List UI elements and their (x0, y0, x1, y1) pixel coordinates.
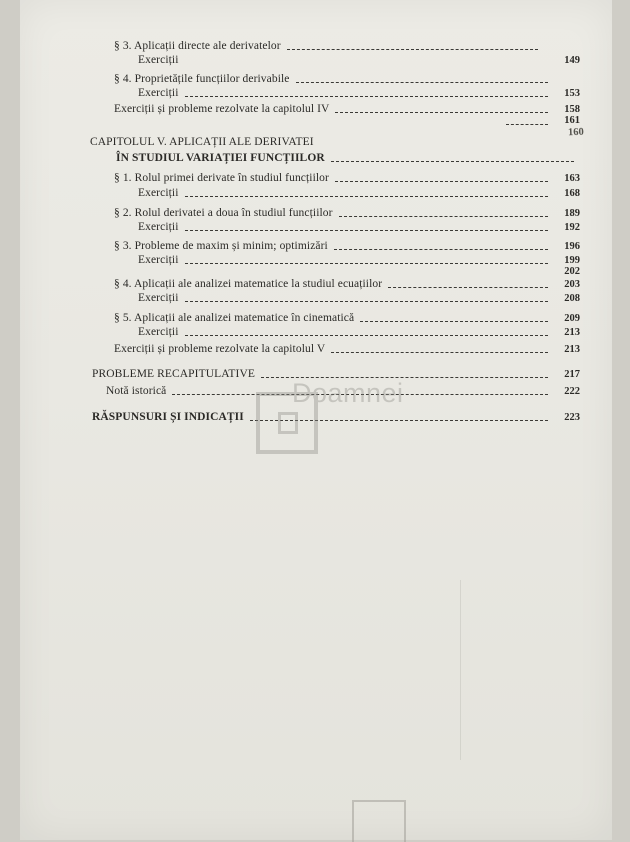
toc-entry-text: Exerciții (138, 326, 179, 338)
toc-page-number: 160 (567, 126, 584, 139)
toc-page-number: 161 (564, 115, 580, 126)
books-icon (278, 412, 298, 434)
dot-leader (185, 229, 549, 231)
toc-entry-text: Notă istorică (106, 385, 167, 397)
toc-page-number: 209 (564, 313, 580, 324)
toc-entry-text: RĂSPUNSURI ȘI INDICAȚII (92, 411, 244, 423)
toc-entry-text: § 3. Aplicații directe ale derivatelor (114, 40, 281, 52)
dot-leader (335, 180, 548, 182)
toc-entry-exercitii (138, 324, 580, 340)
dot-leader (185, 95, 549, 97)
dot-leader (360, 320, 548, 322)
chapter-heading-line1 (90, 134, 450, 150)
toc-entry-text: § 4. Proprietățile funcțiilor derivabile (114, 73, 290, 85)
dot-leader (506, 123, 548, 125)
toc-entry-exercitii (138, 185, 580, 201)
toc-entry-text: § 3. Probleme de maxim și minim; optimizări (114, 240, 328, 252)
printer-imprint (278, 749, 438, 755)
dot-leader (185, 195, 549, 197)
chapter-heading: CAPITOLUL V. APLICAȚII ALE DERIVATEI (90, 136, 314, 148)
toc-page-number: 168 (564, 188, 580, 199)
toc-page-number: 153 (564, 88, 580, 99)
dot-leader (185, 300, 549, 302)
toc-page-number: 199 (564, 255, 580, 266)
dot-leader (185, 63, 549, 64)
toc-page-number: 203 (564, 279, 580, 290)
toc-entry-text: Exerciții (138, 292, 179, 304)
toc-page-number: 149 (564, 55, 580, 66)
dot-leader (185, 334, 549, 336)
toc-entry-exercitii (138, 290, 580, 306)
watermark-text: Doamnei (292, 378, 404, 408)
toc-page-number: 217 (564, 369, 580, 380)
toc-entry-rezolvate-v (114, 341, 580, 357)
toc-entry-text: Exerciții (138, 221, 179, 233)
toc-page-number: 189 (564, 208, 580, 219)
toc-page-number: 213 (564, 344, 580, 355)
stamp-mark (352, 800, 406, 842)
toc-entry-text: Exerciții (138, 187, 179, 199)
toc-entry-text: § 5. Aplicații ale analizei matematice în cinematică (114, 312, 355, 324)
toc-entry-text: Exerciții (138, 87, 179, 99)
toc-entry-exercitii (138, 85, 580, 101)
toc-entry-text: § 2. Rolul derivatei a doua în studiul funcțiilor (114, 207, 333, 219)
toc-entry-exercitii (138, 219, 580, 235)
toc-page-number: 158 (564, 104, 580, 115)
watermark-logo (256, 378, 416, 462)
dot-leader (339, 215, 548, 217)
toc-page-number: 222 (564, 386, 580, 397)
chapter-heading-line2 (116, 150, 580, 166)
toc-page-number: 213 (564, 327, 580, 338)
dot-leader (287, 48, 538, 50)
paper-crease (460, 580, 461, 760)
chapter-heading: ÎN STUDIUL VARIAȚIEI FUNCȚIILOR (116, 152, 325, 164)
toc-entry-text: Exerciții (138, 254, 179, 266)
toc-entry-exercitii (138, 52, 580, 68)
toc-entry-text: PROBLEME RECAPITULATIVE (92, 368, 255, 380)
dot-leader (331, 160, 574, 162)
dot-leader (388, 286, 548, 288)
toc-page-number: 208 (564, 293, 580, 304)
toc-page-number: 163 (564, 173, 580, 184)
toc-page-number: 196 (564, 241, 580, 252)
book-page (20, 0, 612, 840)
dot-leader (185, 262, 549, 264)
toc-entry-text: § 4. Aplicații ale analizei matematice la studiul ecuațiilor (114, 278, 383, 290)
dot-leader (331, 351, 548, 353)
toc-entry-text: Exerciții și probleme rezolvate la capitolul V (114, 343, 326, 355)
dot-leader (296, 81, 549, 83)
toc-page-number: 202 (564, 266, 580, 277)
toc-page-number: 192 (564, 222, 580, 233)
dot-leader (334, 248, 548, 250)
toc-entry-text: Exerciții (138, 54, 179, 66)
toc-entry-s1 (114, 170, 580, 186)
toc-entry-text: Exerciții și probleme rezolvate la capitolul IV (114, 103, 330, 115)
toc-entry-text: § 1. Rolul primei derivate în studiul funcțiilor (114, 172, 329, 184)
toc-page-number: 223 (564, 412, 580, 423)
